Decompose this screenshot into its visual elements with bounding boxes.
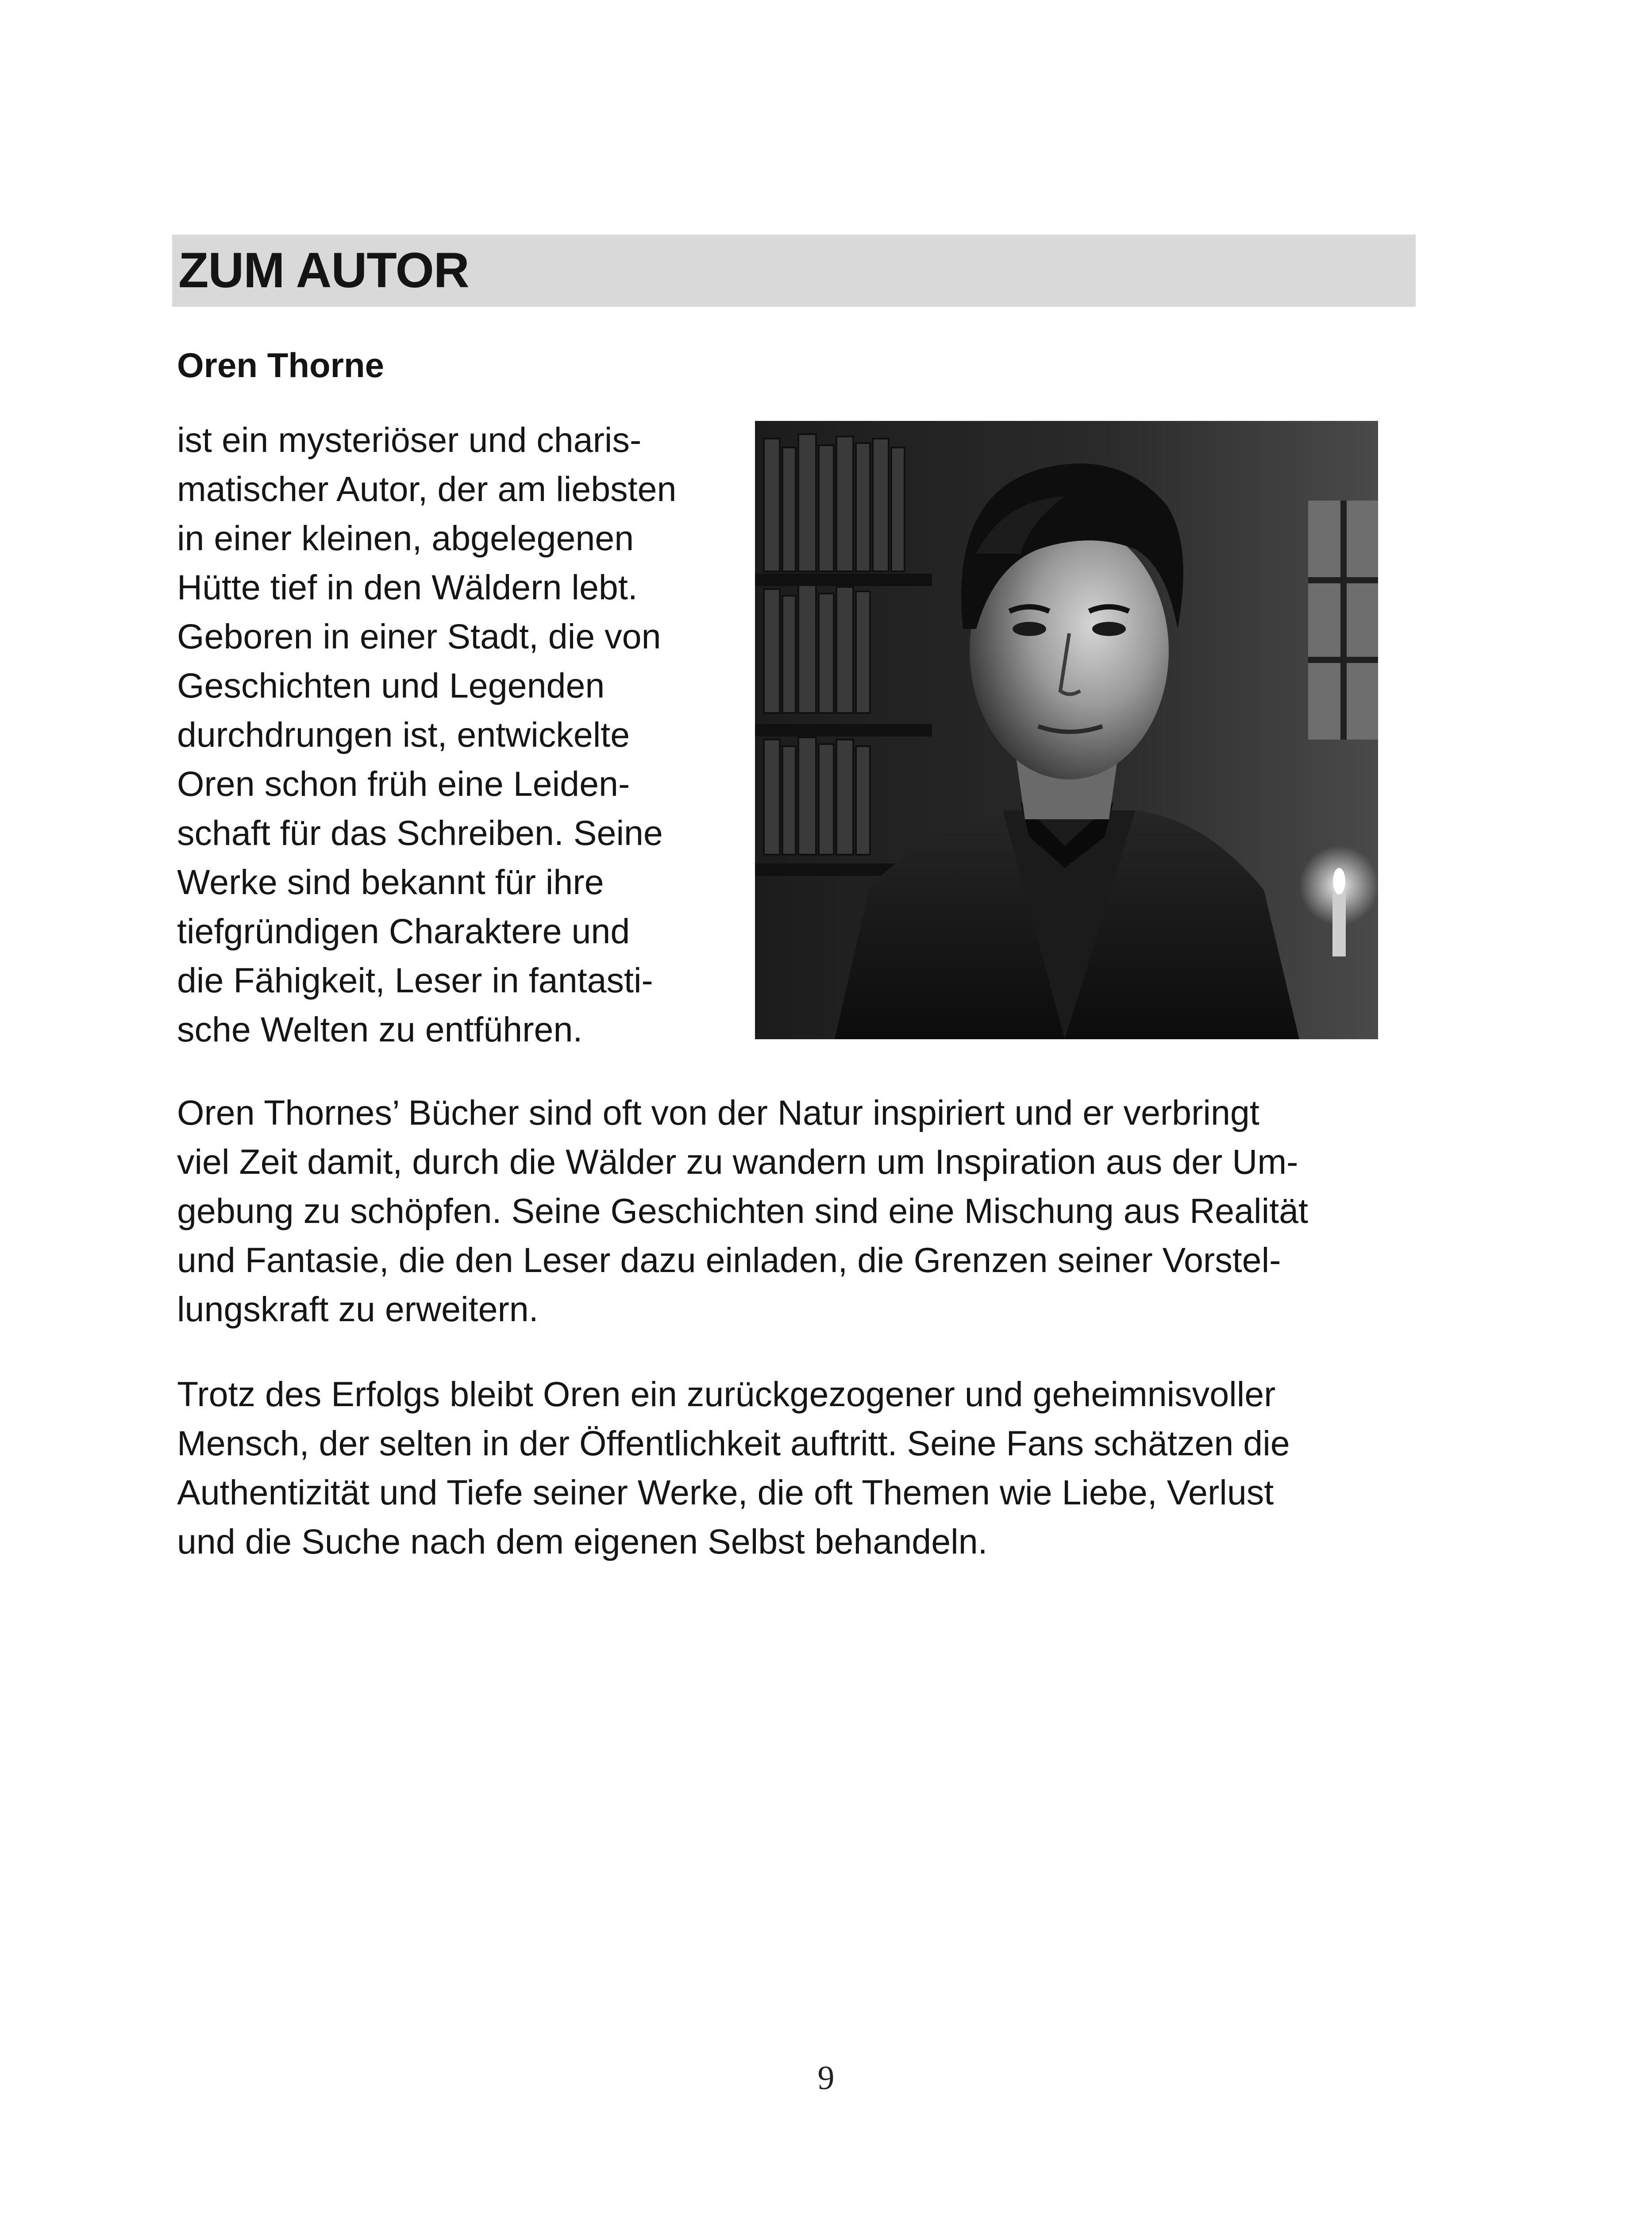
text-line: Oren Thornes’ Bücher sind oft von der Natur inspiriert und er verbringt bbox=[177, 1093, 1259, 1132]
text-line: in einer kleinen, abgelegenen bbox=[177, 518, 634, 558]
text-line: durchdrungen ist, entwickelte bbox=[177, 715, 630, 754]
text-line: Hütte tief in den Wäldern lebt. bbox=[177, 567, 638, 607]
text-line: Authentizität und Tiefe seiner Werke, die oft Themen wie Liebe, Verlust bbox=[177, 1473, 1274, 1512]
text-line: tiefgründigen Charaktere und bbox=[177, 911, 630, 951]
portrait-illustration bbox=[755, 421, 1378, 1039]
text-line: schaft für das Schreiben. Seine bbox=[177, 813, 663, 852]
text-line: lungskraft zu erweitern. bbox=[177, 1289, 539, 1329]
section-heading-bar bbox=[172, 235, 1416, 307]
text-line: und Fantasie, die den Leser dazu einladen, die Grenzen seiner Vorstel- bbox=[177, 1240, 1281, 1280]
text-line: und die Suche nach dem eigenen Selbst behandeln. bbox=[177, 1522, 988, 1561]
text-line: Mensch, der selten in der Öffentlichkeit auftritt. Seine Fans schätzen die bbox=[177, 1423, 1290, 1463]
text-line: Geboren in einer Stadt, die von bbox=[177, 617, 661, 656]
text-line: matischer Autor, der am liebsten bbox=[177, 469, 677, 509]
paragraph-reclusive bbox=[177, 1369, 1425, 1566]
text-line: Oren schon früh eine Leiden- bbox=[177, 764, 630, 803]
text-line: Trotz des Erfolgs bleibt Oren ein zurückgezogener und geheimnisvoller bbox=[177, 1374, 1276, 1414]
author-name: Oren Thorne bbox=[177, 346, 385, 385]
text-line: gebung zu schöpfen. Seine Geschichten sind eine Mischung aus Realität bbox=[177, 1191, 1308, 1230]
text-line: sche Welten zu entführen. bbox=[177, 1010, 583, 1049]
author-portrait-image bbox=[755, 421, 1378, 1039]
text-line: ist ein mysteriöser und charis- bbox=[177, 420, 642, 459]
page-number: 9 bbox=[817, 2059, 835, 2097]
text-line: die Fähigkeit, Leser in fantasti- bbox=[177, 960, 653, 1000]
text-line: Geschichten und Legenden bbox=[177, 666, 605, 705]
paragraph-inspiration bbox=[177, 1088, 1425, 1334]
text-line: viel Zeit damit, durch die Wälder zu wandern um Inspiration aus der Um- bbox=[177, 1142, 1298, 1181]
section-title: ZUM AUTOR bbox=[178, 243, 469, 298]
text-line: Werke sind bekannt für ihre bbox=[177, 862, 604, 902]
bio-intro-paragraph bbox=[177, 415, 752, 1054]
